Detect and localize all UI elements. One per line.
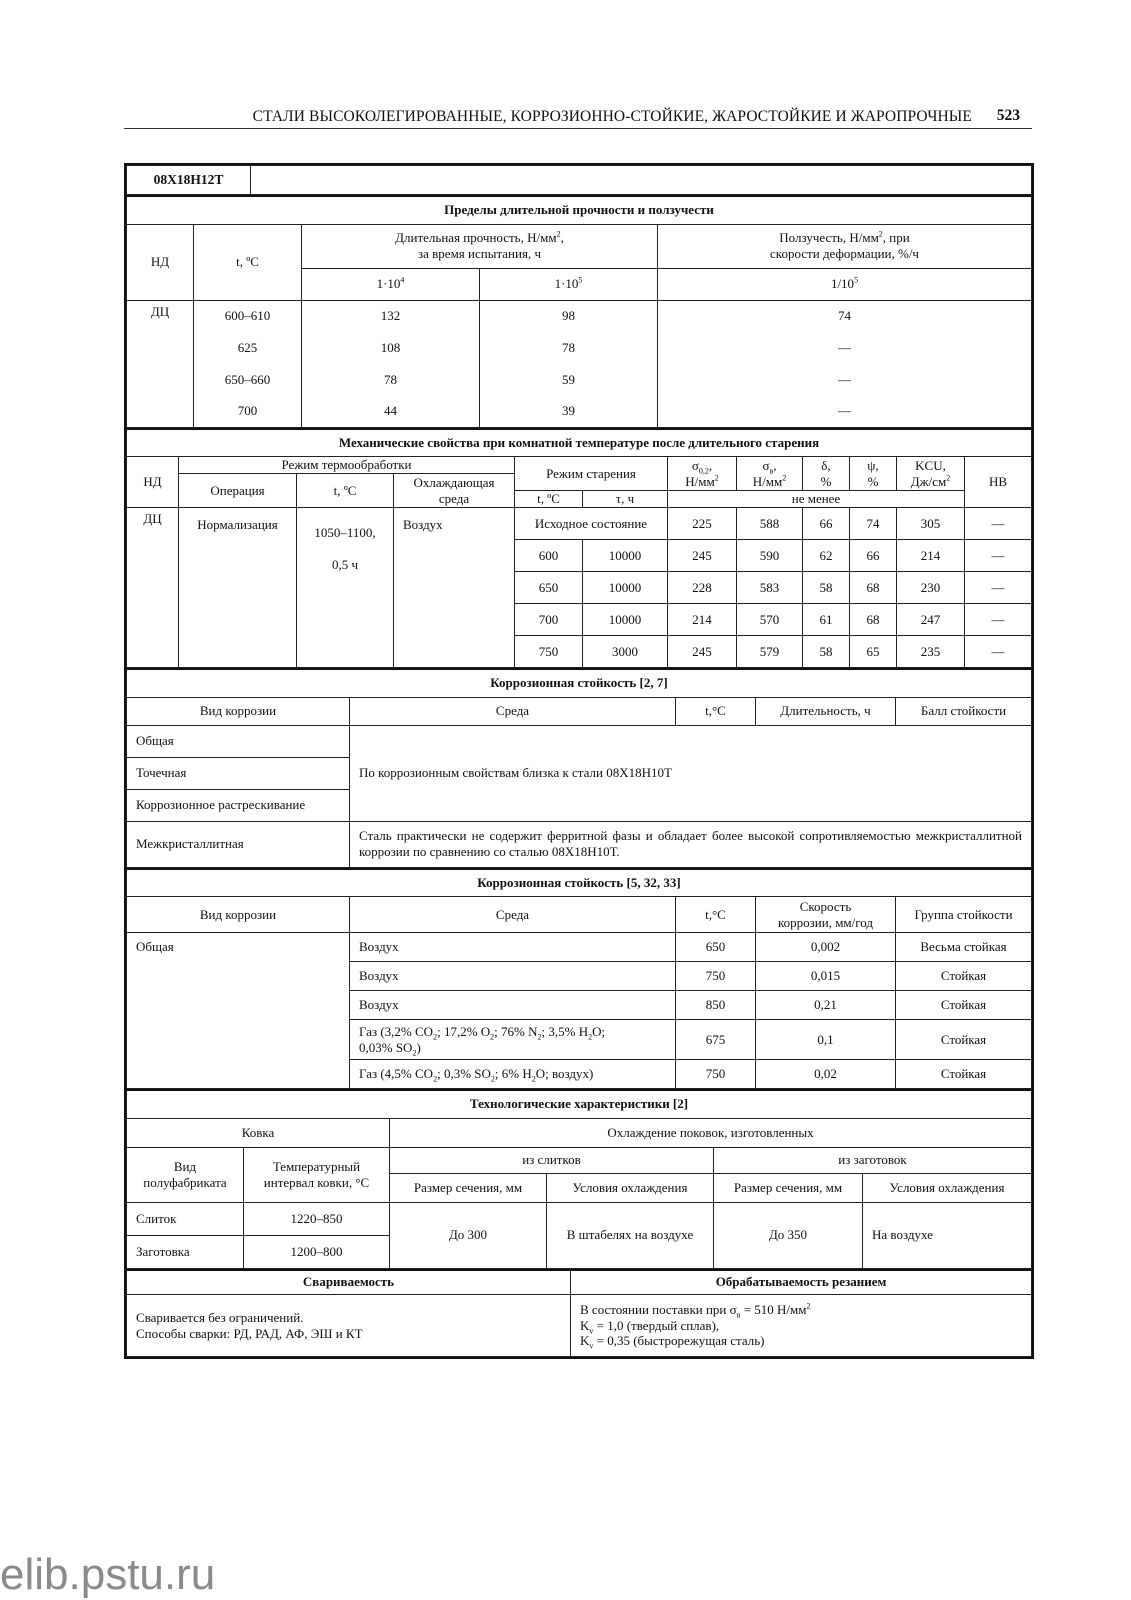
mech-col-nd: НД (127, 457, 179, 508)
table-cell: 247 (897, 604, 965, 636)
table-cell: 65 (850, 636, 897, 668)
mech-col-kcu: KCU, $Дж/см^2$ (897, 457, 965, 491)
table-cell: 625 (194, 332, 302, 364)
table-cell: Воздух (350, 962, 676, 991)
table-cell: Стойкая (896, 962, 1032, 991)
corr2-col-t: t,°С (676, 897, 756, 933)
tech-row2-range: 1200–800 (244, 1235, 390, 1268)
table-cell: 0,002 (756, 933, 896, 962)
table-cell: — (658, 332, 1032, 364)
creep-col-t: t, ºС (194, 224, 302, 300)
creep-col-nd: НД (127, 224, 194, 300)
weld-title: Свариваемость (127, 1270, 571, 1295)
mech-cool: Воздух (394, 508, 515, 668)
corr1-env-common: По коррозионным свойствам близка к стали 08Х18Н10Т (350, 725, 1032, 821)
mech-col-hb: НВ (965, 457, 1032, 508)
table-cell: 66 (850, 540, 897, 572)
corr2-col-type: Вид коррозии (127, 897, 350, 933)
corrosion-table-2 (126, 868, 1032, 1090)
table-cell: 650–660 (194, 364, 302, 396)
grade-table (126, 165, 1032, 195)
table-cell: 61 (803, 604, 850, 636)
corr2-title: Коррозионная стойкость [5, 32, 33] (127, 869, 1032, 897)
table-cell: 74 (850, 508, 897, 540)
table-cell: 59 (480, 364, 658, 396)
table-cell: 650 (515, 572, 583, 604)
page-number: 523 (996, 107, 1020, 124)
mech-col-aging: Режим старения (515, 457, 668, 491)
table-cell: 588 (737, 508, 803, 540)
corr2-gas-1: Газ (3,2% $CO_2$; 17,2% $O_2$; 76% $N_2$; 3,5% $H_2O$; 0,03% $SO_2$) (350, 1020, 676, 1060)
corr2-type: Общая (127, 933, 350, 1089)
table-cell: 700 (194, 396, 302, 427)
table-cell: 66 (803, 508, 850, 540)
corr2-col-group: Группа стойкости (896, 897, 1032, 933)
steel-grade: 08Х18Н12Т (127, 166, 251, 195)
corr1-type-pitting: Точечная (127, 757, 350, 789)
table-cell: Стойкая (896, 1020, 1032, 1060)
table-cell: 68 (850, 572, 897, 604)
corr2-col-rate: Скорость коррозии, мм/год (756, 897, 896, 933)
tech-ingot-size: До 300 (390, 1202, 547, 1268)
steel-datasheet (124, 163, 1034, 1359)
mech-col-t: t, ºС (297, 474, 394, 508)
mech-col-heat: Режим термообработки (179, 457, 515, 474)
mech-op-t: 1050–1100, 0,5 ч (297, 508, 394, 668)
table-cell: 3000 (583, 636, 668, 668)
table-cell: 245 (668, 540, 737, 572)
table-cell: 600 (515, 540, 583, 572)
running-head-title: СТАЛИ ВЫСОКОЛЕГИРОВАННЫЕ, КОРРОЗИОННО-СТОЙКИЕ, ЖАРОСТОЙКИЕ И ЖАРОПРОЧНЫЕ (252, 108, 972, 125)
tech-size-2: Размер сечения, мм (714, 1173, 863, 1202)
running-head (124, 106, 1032, 129)
table-cell: 850 (676, 991, 756, 1020)
machin-text: В состоянии поставки при $\sigma_в = 510$ $Н/мм^2$ $K_v = 1,0$ (твердый сплав), $K_v = 0,35$ (быстрорежущая сталь) (571, 1295, 1032, 1357)
table-cell: 62 (803, 540, 850, 572)
table-cell: 68 (850, 604, 897, 636)
creep-sub-1e5: $1\cdot 10^5$ (480, 268, 658, 300)
table-cell: 228 (668, 572, 737, 604)
mech-not-less: не менее (668, 491, 965, 508)
tech-size-1: Размер сечения, мм (390, 1173, 547, 1202)
table-cell: 78 (480, 332, 658, 364)
table-cell: 700 (515, 604, 583, 636)
corr1-type-cracking: Коррозионное растрескивание (127, 789, 350, 821)
table-cell: 579 (737, 636, 803, 668)
machin-title: Обрабатываемость резанием (571, 1270, 1032, 1295)
mech-col-s02: $\sigma_{0,2}$, $Н/мм^2$ (668, 457, 737, 491)
table-cell: — (658, 364, 1032, 396)
corr1-type-general: Общая (127, 725, 350, 757)
tech-billet-cond: На воздухе (863, 1202, 1032, 1268)
table-cell: 0,015 (756, 962, 896, 991)
mech-col-delta: δ, % (803, 457, 850, 491)
table-cell: 0,02 (756, 1060, 896, 1089)
mech-col-aging-t: t, ºС (515, 491, 583, 508)
table-cell: 39 (480, 396, 658, 427)
tech-row1-name: Слиток (127, 1202, 244, 1235)
tech-billet-size: До 350 (714, 1202, 863, 1268)
table-cell: 10000 (583, 604, 668, 636)
corr1-col-score: Балл стойкости (896, 697, 1032, 725)
table-cell: 570 (737, 604, 803, 636)
corr2-col-env: Среда (350, 897, 676, 933)
table-cell: 305 (897, 508, 965, 540)
corr1-col-env: Среда (350, 697, 676, 725)
table-cell: 750 (676, 1060, 756, 1089)
creep-col-creep: Ползучесть, $Н/мм^2$, при скорости деформации, %/ч (658, 224, 1032, 268)
table-cell: 583 (737, 572, 803, 604)
table-cell: 225 (668, 508, 737, 540)
table-cell: 10000 (583, 540, 668, 572)
corr2-gas-2: Газ (4,5% $CO_2$; 0,3% $SO_2$; 6% $H_2O$; воздух) (350, 1060, 676, 1089)
tech-title: Технологические характеристики [2] (127, 1090, 1032, 1118)
creep-col-strength: Длительная прочность, $Н/мм^2$, за время испытания, ч (302, 224, 658, 268)
tech-forging: Ковка (127, 1118, 390, 1147)
table-cell: 58 (803, 572, 850, 604)
tech-from-ingots: из слитков (390, 1147, 714, 1173)
table-cell: Весьма стойкая (896, 933, 1032, 962)
table-cell: 245 (668, 636, 737, 668)
creep-table (126, 195, 1032, 428)
creep-sub-1e4: $1\cdot 10^4$ (302, 268, 480, 300)
table-cell: 750 (676, 962, 756, 991)
table-cell: 600–610 (194, 300, 302, 332)
corr1-type-intercryst: Межкристаллитная (127, 821, 350, 867)
mech-col-operation: Операция (179, 474, 297, 508)
creep-sub-rate: $1/10^5$ (658, 268, 1032, 300)
table-cell: 98 (480, 300, 658, 332)
mech-initial-state: Исходное состояние (515, 508, 668, 540)
weld-text: Сваривается без ограничений. Способы сварки: РД, РАД, АФ, ЭШ и КТ (127, 1295, 571, 1357)
table-cell: Воздух (350, 991, 676, 1020)
table-cell: 750 (515, 636, 583, 668)
table-cell: 675 (676, 1020, 756, 1060)
mech-col-psi: ψ, % (850, 457, 897, 491)
table-cell: Воздух (350, 933, 676, 962)
creep-title: Пределы длительной прочности и ползучести (127, 196, 1032, 224)
table-cell: 214 (668, 604, 737, 636)
mech-table (126, 428, 1032, 669)
tech-cooling: Охлаждение поковок, изготовленных (390, 1118, 1032, 1147)
corr1-title: Коррозионная стойкость [2, 7] (127, 669, 1032, 697)
table-cell: 0,21 (756, 991, 896, 1020)
table-cell: — (965, 572, 1032, 604)
tech-table (126, 1089, 1032, 1269)
creep-nd-value: ДЦ (127, 300, 194, 427)
table-cell: 10000 (583, 572, 668, 604)
mech-col-aging-tau: τ, ч (583, 491, 668, 508)
tech-cond-2: Условия охлаждения (863, 1173, 1032, 1202)
mech-operation: Нормализация (179, 508, 297, 668)
table-cell: 74 (658, 300, 1032, 332)
table-cell: Стойкая (896, 1060, 1032, 1089)
table-cell: 78 (302, 364, 480, 396)
table-cell: 58 (803, 636, 850, 668)
table-cell: 0,1 (756, 1020, 896, 1060)
tech-from-billets: из заготовок (714, 1147, 1032, 1173)
tech-col-range: Температурный интервал ковки, °С (244, 1147, 390, 1202)
grade-blank (251, 166, 1032, 195)
table-cell: — (965, 540, 1032, 572)
tech-col-semi: Вид полуфабриката (127, 1147, 244, 1202)
mech-col-sv: $\sigma_в$, $Н/мм^2$ (737, 457, 803, 491)
corrosion-table-1 (126, 668, 1032, 868)
watermark: elib.pstu.ru (0, 1550, 216, 1599)
table-cell: 132 (302, 300, 480, 332)
table-cell: 230 (897, 572, 965, 604)
table-cell: 44 (302, 396, 480, 427)
table-cell: Стойкая (896, 991, 1032, 1020)
mech-nd-value: ДЦ (127, 508, 179, 668)
weld-machin-table (126, 1269, 1032, 1358)
corr1-col-type: Вид коррозии (127, 697, 350, 725)
table-cell: 108 (302, 332, 480, 364)
table-cell: — (658, 396, 1032, 427)
tech-cond-1: Условия охлаждения (547, 1173, 714, 1202)
mech-col-cool: Охлаждающая среда (394, 474, 515, 508)
corr1-col-t: t,°С (676, 697, 756, 725)
corr1-col-dur: Длительность, ч (756, 697, 896, 725)
mech-title: Механические свойства при комнатной температуре после длительного старения (127, 429, 1032, 457)
table-cell: — (965, 636, 1032, 668)
table-cell: — (965, 604, 1032, 636)
tech-ingot-cond: В штабелях на воздухе (547, 1202, 714, 1268)
tech-row1-range: 1220–850 (244, 1202, 390, 1235)
table-cell: 214 (897, 540, 965, 572)
table-cell: 235 (897, 636, 965, 668)
tech-row2-name: Заготовка (127, 1235, 244, 1268)
table-cell: 650 (676, 933, 756, 962)
table-cell: 590 (737, 540, 803, 572)
table-cell: — (965, 508, 1032, 540)
corr1-env-intercryst: Сталь практически не содержит ферритной фазы и обладает более высокой сопротивляемостью межкристаллитной коррозии по сравнению со сталью 08Х18Н10Т. (350, 821, 1032, 867)
